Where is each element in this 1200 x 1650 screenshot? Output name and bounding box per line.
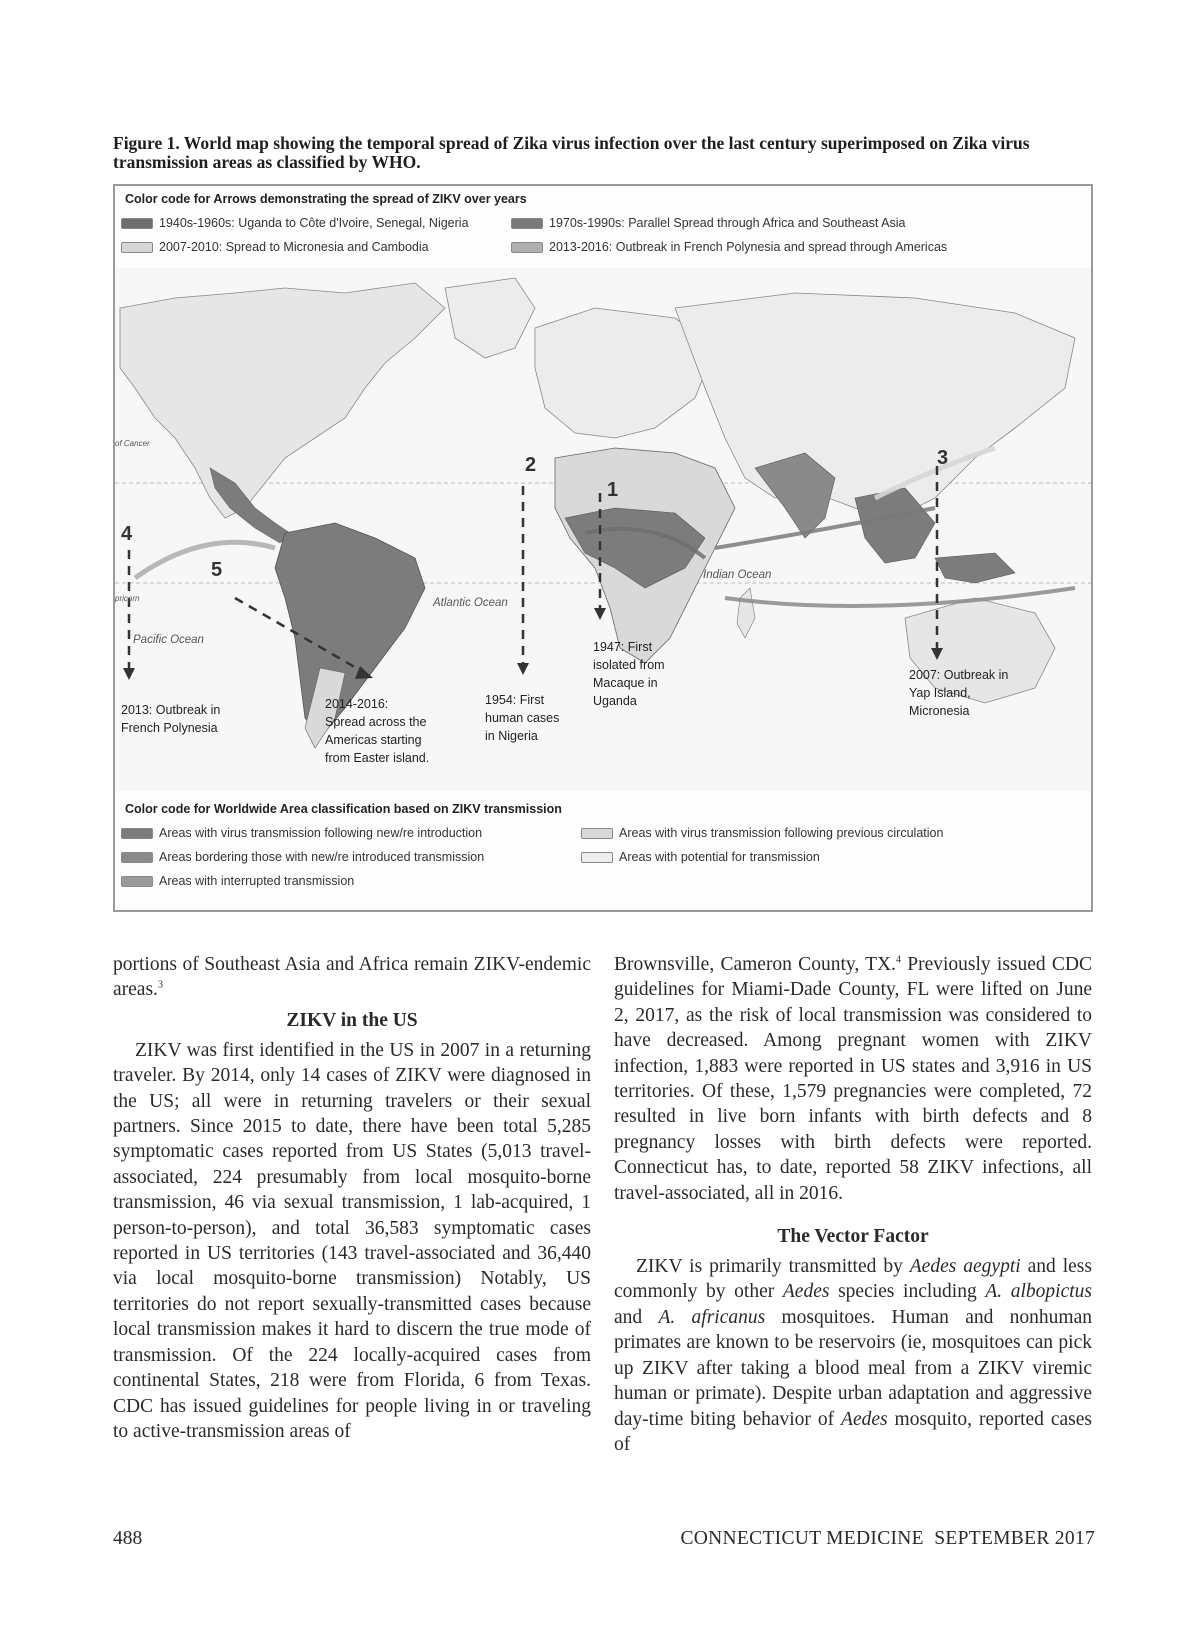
- pacific-ocean-label: Pacific Ocean: [133, 634, 204, 646]
- area-legend-item: Areas bordering those with new/re introduced transmission: [121, 850, 484, 864]
- page-number: 488: [113, 1528, 143, 1549]
- legend-swatch: [511, 218, 543, 229]
- journal-footer: CONNECTICUT MEDICINE SEPTEMBER 2017: [680, 1528, 1095, 1549]
- legend-swatch: [121, 242, 153, 253]
- legend-swatch: [511, 242, 543, 253]
- area-legend-title: Color code for Worldwide Area classification based on ZIKV transmission: [125, 802, 562, 816]
- paragraph: ZIKV is primarily transmitted by Aedes aegypti and less commonly by other Aedes species including A. albopictus and A. africanus mosquitoes. Human and nonhuman primates are known to be reservoirs (ie, mosquitoes can pick up ZIKV after taking a blood meal from a ZIKV viremic human or primate). Despite urban adaptation and aggressive day-time biting behavior of Aedes mosquito, reported cases of: [614, 1256, 1093, 1455]
- tropic-capricorn-label: pricorn: [115, 594, 140, 603]
- tropic-cancer-label: of Cancer: [115, 439, 150, 448]
- legend-swatch: [121, 218, 153, 229]
- legend-swatch: [581, 852, 613, 863]
- arrow-legend-title: Color code for Arrows demonstrating the spread of ZIKV over years: [125, 192, 527, 206]
- paragraph: ZIKV was first identified in the US in 2007 in a returning traveler. By 2014, only 14 cases of ZIKV were diagnosed in the US; all were in returning travelers or their sexual partners. Since 2015 to date, there have been total 5,285 symptomatic cases reported from US States (5,013 travel-associated, 224 presumably from local mosquito-borne transmission, 46 via sexual transmission, 1 lab-acquired, 1 person-to-person), and total 36,583 symptomatic cases reported in US territories (143 travel-associated and 36,440 via local mosquito-borne transmission) Notably, US territories do not report sexually-transmitted cases because local transmission makes it hard to discern the true mode of transmission. Of the 224 locally-acquired cases from continental States, 218 were from Florida, 6 from Texas. CDC has issued guidelines for people living in or traveling to active-transmission areas of: [113, 1039, 591, 1442]
- annotation-americas: 2014-2016: Spread across the Americas starting from Easter island.: [325, 697, 430, 765]
- left-column: [113, 952, 591, 1444]
- legend-swatch: [581, 828, 613, 839]
- section-heading-vector-factor: The Vector Factor: [777, 1226, 929, 1248]
- area-legend-item: Areas with virus transmission following previous circulation: [581, 826, 943, 840]
- paragraph: Brownsville, Cameron County, TX.$^4$ Previously issued CDC guidelines for Miami-Dade County, FL were lifted on June 2, 2017, as the risk of local transmission was considered to have decreased. Among pregnant women with ZIKV infection, 1,883 were reported in US states and 3,916 in US territories. Of these, 1,579 pregnancies were completed, 72 resulted in live born infants with birth defects and 8 pregnancy losses with birth defects were reported. Connecticut has, to date, reported 58 ZIKV infections, all travel-associated, all in 2016.: [614, 954, 1092, 1204]
- legend-swatch: [121, 828, 153, 839]
- arrow-legend-item: 2013-2016: Outbreak in French Polynesia and spread through Americas: [511, 240, 947, 254]
- legend-swatch: [121, 876, 153, 887]
- arrow-legend-item: 2007-2010: Spread to Micronesia and Cambodia: [121, 240, 429, 254]
- annotation-polynesia: 2013: Outbreak in French Polynesia: [121, 703, 221, 735]
- atlantic-ocean-label: Atlantic Ocean: [433, 597, 508, 609]
- legend-swatch: [121, 852, 153, 863]
- arrow-legend-item: 1970s-1990s: Parallel Spread through Africa and Southeast Asia: [511, 216, 906, 230]
- marker-1: 1: [607, 479, 619, 501]
- marker-3: 3: [937, 447, 949, 469]
- annotation-nigeria: 1954: First human cases in Nigeria: [485, 693, 560, 743]
- marker-5: 5: [211, 559, 223, 581]
- world-map-figure: [113, 184, 1093, 912]
- arrow-legend-item: 1940s-1960s: Uganda to Côte d'Ivoire, Senegal, Nigeria: [121, 216, 469, 230]
- paragraph: portions of Southeast Asia and Africa remain ZIKV-endemic areas.$^3$: [113, 954, 591, 1001]
- right-column: [614, 952, 1092, 1457]
- section-heading-zikv-us: ZIKV in the US: [286, 1009, 418, 1031]
- world-map: [115, 268, 1091, 791]
- area-legend-item: Areas with potential for transmission: [581, 850, 820, 864]
- marker-2: 2: [525, 454, 537, 476]
- marker-4: 4: [121, 523, 133, 545]
- annotation-yap: 2007: Outbreak in Yap Island, Micronesia: [909, 668, 1009, 718]
- indian-ocean-label: Indian Ocean: [703, 569, 772, 581]
- annotation-uganda: 1947: First isolated from Macaque in Uganda: [593, 640, 665, 708]
- figure-caption: Figure 1. World map showing the temporal spread of Zika virus infection over the last century superimposed on Zika virus transmission areas as classified by WHO.: [113, 133, 1030, 172]
- area-legend-item: Areas with virus transmission following new/re introduction: [121, 826, 482, 840]
- area-legend-item: Areas with interrupted transmission: [121, 874, 354, 888]
